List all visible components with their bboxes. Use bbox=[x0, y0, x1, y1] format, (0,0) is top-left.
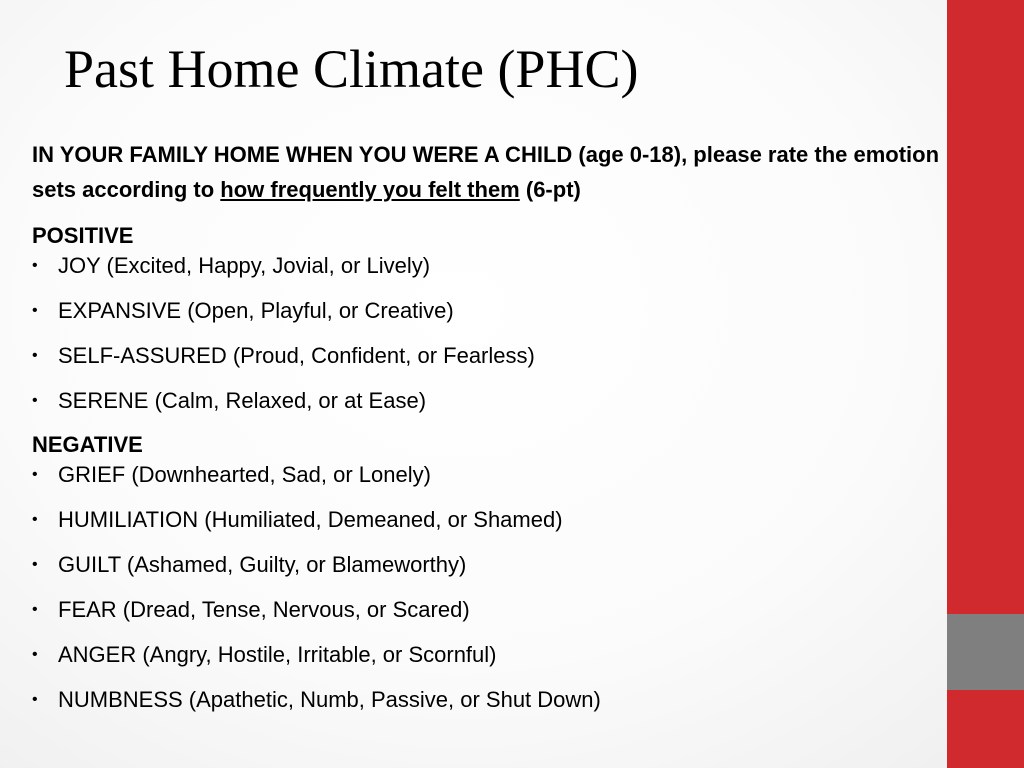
positive-list bbox=[32, 251, 952, 431]
negative-list bbox=[32, 460, 952, 730]
list-item bbox=[32, 550, 952, 595]
list-item bbox=[32, 640, 952, 685]
bullet-icon: • bbox=[32, 466, 38, 483]
bullet-icon: • bbox=[32, 511, 38, 528]
intro-text-part1: IN YOUR FAMILY HOME WHEN YOU WERE A CHILD (age 0-18), please rate the emotion sets according to bbox=[32, 142, 940, 202]
list-item-text: SELF-ASSURED (Proud, Confident, or Fearless) bbox=[58, 343, 535, 368]
bullet-icon: • bbox=[32, 691, 38, 708]
list-item-text: SERENE (Calm, Relaxed, or at Ease) bbox=[58, 388, 427, 413]
intro-text-underlined: how frequently you felt them bbox=[220, 177, 520, 202]
list-item-text: GUILT (Ashamed, Guilty, or Blameworthy) bbox=[58, 552, 467, 577]
side-band-red-bottom bbox=[947, 690, 1024, 768]
bullet-icon: • bbox=[32, 257, 38, 274]
side-band-gray bbox=[947, 614, 1024, 690]
list-item-text: FEAR (Dread, Tense, Nervous, or Scared) bbox=[58, 597, 470, 622]
list-item bbox=[32, 251, 952, 296]
bullet-icon: • bbox=[32, 646, 38, 663]
list-item-text: JOY (Excited, Happy, Jovial, or Lively) bbox=[58, 253, 431, 278]
list-item-text: ANGER (Angry, Hostile, Irritable, or Scornful) bbox=[58, 642, 497, 667]
list-item-text: GRIEF (Downhearted, Sad, or Lonely) bbox=[58, 462, 431, 487]
bullet-icon: • bbox=[32, 392, 38, 409]
intro-text-part2: (6-pt) bbox=[519, 177, 581, 202]
slide-content bbox=[32, 137, 952, 730]
side-accent-bar bbox=[947, 0, 1024, 768]
list-item-text: HUMILIATION (Humiliated, Demeaned, or Shamed) bbox=[58, 507, 563, 532]
bullet-icon: • bbox=[32, 556, 38, 573]
list-item bbox=[32, 296, 952, 341]
slide-title: Past Home Climate (PHC) bbox=[64, 39, 639, 99]
list-item bbox=[32, 595, 952, 640]
negative-heading: NEGATIVE bbox=[32, 432, 143, 457]
list-item bbox=[32, 460, 952, 505]
positive-heading: POSITIVE bbox=[32, 223, 134, 248]
bullet-icon: • bbox=[32, 302, 38, 319]
list-item bbox=[32, 505, 952, 550]
list-item bbox=[32, 685, 952, 730]
bullet-icon: • bbox=[32, 601, 38, 618]
bullet-icon: • bbox=[32, 347, 38, 364]
intro-text bbox=[32, 137, 952, 207]
list-item-text: EXPANSIVE (Open, Playful, or Creative) bbox=[58, 298, 454, 323]
side-band-red-top bbox=[947, 0, 1024, 614]
list-item-text: NUMBNESS (Apathetic, Numb, Passive, or Shut Down) bbox=[58, 687, 601, 712]
list-item bbox=[32, 341, 952, 386]
list-item bbox=[32, 386, 952, 431]
